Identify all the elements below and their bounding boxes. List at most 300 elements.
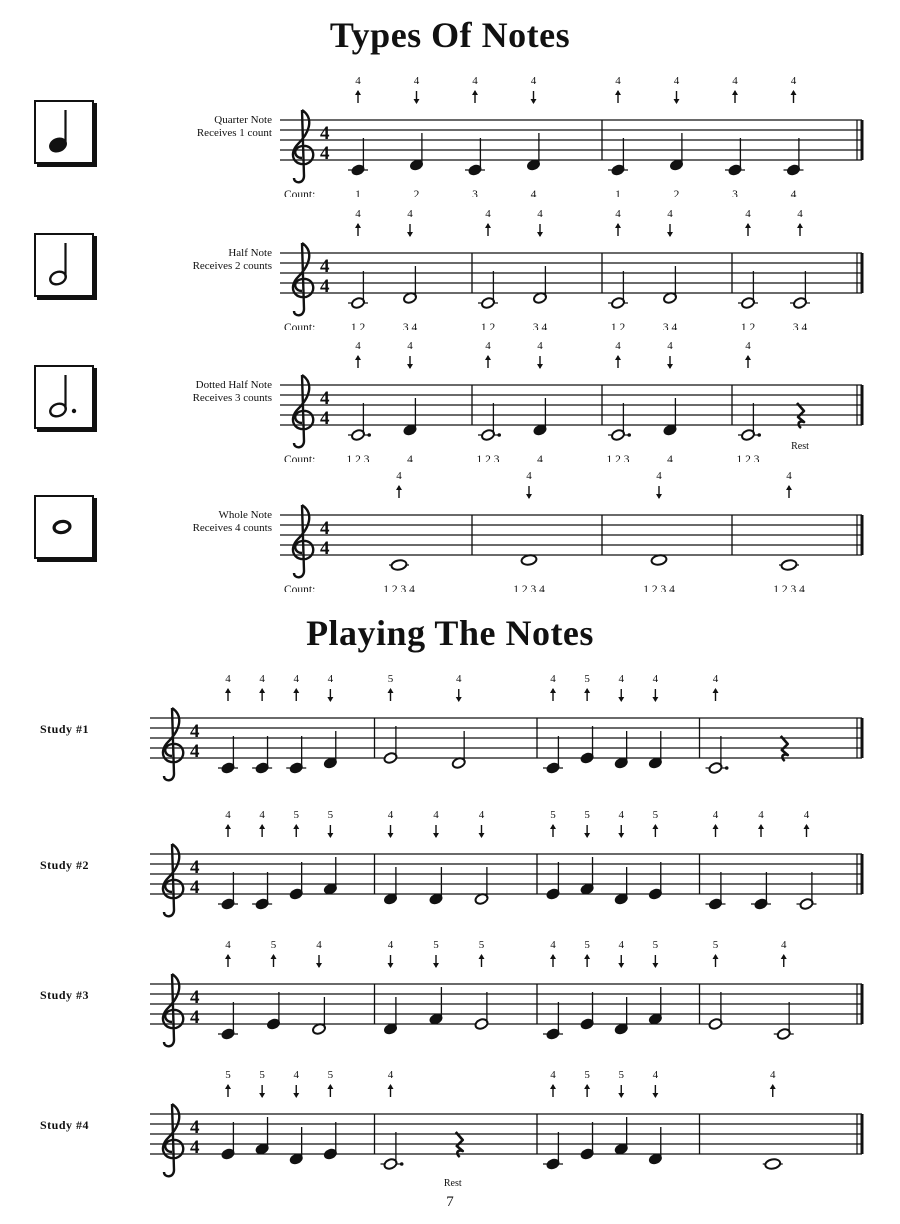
- hole-number: 4: [396, 470, 402, 482]
- hole-number: 5: [584, 939, 590, 951]
- draw-arrow-icon: [327, 689, 333, 702]
- blow-arrow-icon: [804, 824, 810, 837]
- study-system: [0, 1064, 900, 1189]
- note: [289, 862, 304, 900]
- count-label: 3 4: [402, 322, 418, 330]
- treble-clef-shape: [163, 974, 183, 1046]
- hole-number: 4: [770, 1069, 776, 1081]
- hole-number: 4: [407, 208, 413, 220]
- count-label: 3: [732, 189, 738, 197]
- draw-arrow-icon: [652, 689, 658, 702]
- staff: [280, 385, 862, 425]
- note: [614, 731, 629, 769]
- note-type-count: Receives 3 counts: [192, 392, 272, 404]
- draw-arrow-icon: [433, 955, 439, 968]
- blow-arrow-icon: [584, 1084, 590, 1097]
- note: [323, 731, 338, 769]
- time-signature-top: 4: [190, 1117, 200, 1138]
- time-signature-top: 4: [320, 518, 330, 539]
- blow-arrow-icon: [550, 824, 556, 837]
- note: [221, 1122, 236, 1160]
- blow-arrow-icon: [550, 688, 556, 701]
- note: [403, 266, 418, 304]
- count-label: 1 2 3 4: [513, 584, 545, 592]
- count-label: 1 2 3: [736, 454, 760, 462]
- note: [474, 867, 489, 905]
- blow-arrow-icon: [745, 355, 751, 368]
- hole-number: 4: [413, 75, 420, 87]
- draw-arrow-icon: [537, 356, 543, 369]
- notehead: [765, 1158, 781, 1170]
- page-title: Types Of Notes: [329, 15, 571, 55]
- time-signature-bottom: 4: [320, 408, 330, 429]
- count-prefix: Count:: [284, 454, 316, 462]
- note: [663, 266, 678, 304]
- rest-label: Rest: [443, 1178, 462, 1189]
- hole-number: 4: [355, 75, 361, 87]
- count-label: 4: [537, 454, 543, 462]
- blow-arrow-icon: [791, 90, 797, 103]
- blow-arrow-icon: [550, 954, 556, 967]
- note: [648, 1127, 663, 1165]
- hole-number: 4: [537, 340, 543, 352]
- note: [451, 731, 466, 769]
- note: [533, 398, 548, 436]
- hole-number: 4: [615, 75, 621, 87]
- count-label: 4: [530, 189, 537, 197]
- note: [383, 867, 398, 905]
- time-signature-bottom: 4: [320, 538, 330, 559]
- draw-arrow-icon: [388, 825, 394, 838]
- note: [706, 872, 726, 910]
- draw-arrow-icon: [667, 356, 673, 369]
- count-label: 3 4: [792, 322, 808, 330]
- count-prefix: Count:: [284, 584, 316, 592]
- hole-number: 4: [745, 208, 751, 220]
- note: [429, 987, 444, 1025]
- treble-clef-shape: [163, 708, 183, 780]
- blow-arrow-icon: [745, 223, 751, 236]
- hole-number: 4: [712, 809, 719, 821]
- blow-arrow-icon: [396, 485, 402, 498]
- hole-number: 5: [387, 673, 394, 685]
- hole-number: 4: [786, 470, 792, 482]
- note: [779, 559, 799, 571]
- hole-number: 4: [667, 208, 673, 220]
- draw-arrow-icon: [531, 91, 537, 104]
- draw-arrow-icon: [656, 486, 662, 499]
- note: [348, 138, 368, 176]
- study-system: [0, 934, 900, 1059]
- staff: [280, 253, 862, 293]
- blow-arrow-icon: [485, 223, 491, 236]
- blow-arrow-icon: [293, 824, 299, 837]
- draw-arrow-icon: [327, 825, 333, 838]
- study-label: Study #4: [40, 1118, 90, 1132]
- section-title: Playing The Notes: [306, 613, 594, 653]
- hole-number: 4: [673, 75, 680, 87]
- count-label: 3 4: [532, 322, 548, 330]
- note: [252, 736, 272, 774]
- hole-number: 5: [550, 809, 556, 821]
- study-label: Study #2: [40, 858, 90, 872]
- count-label: 1 2 3 4: [383, 584, 415, 592]
- time-signature-bottom: 4: [190, 741, 200, 762]
- note: [533, 266, 548, 304]
- hole-number: 5: [259, 1069, 265, 1081]
- blow-arrow-icon: [786, 485, 792, 498]
- note: [751, 872, 771, 910]
- blow-arrow-icon: [713, 824, 719, 837]
- hole-number: 4: [803, 809, 810, 821]
- hole-number: 4: [433, 809, 439, 821]
- note: [266, 992, 281, 1030]
- notation-system: [0, 205, 900, 330]
- blow-arrow-icon: [797, 223, 803, 236]
- blow-arrow-icon: [758, 824, 764, 837]
- note: [708, 992, 723, 1030]
- draw-arrow-icon: [667, 224, 673, 237]
- hole-number: 5: [584, 1069, 590, 1081]
- hole-number: 5: [584, 673, 590, 685]
- hole-number: 4: [615, 340, 621, 352]
- hole-number: 5: [225, 1069, 231, 1081]
- blow-arrow-icon: [355, 355, 361, 368]
- count-label: 4: [790, 189, 797, 197]
- note-type-name: Dotted Half Note: [195, 379, 272, 391]
- count-label: 3 4: [662, 322, 678, 330]
- hole-number: 4: [618, 673, 624, 685]
- count-prefix: Count:: [284, 189, 316, 197]
- hole-number: 4: [550, 673, 556, 685]
- blow-arrow-icon: [615, 90, 621, 103]
- note: [429, 867, 444, 905]
- hole-number: 4: [472, 75, 478, 87]
- time-signature-bottom: 4: [320, 143, 330, 164]
- note: [614, 867, 629, 905]
- hole-number: 4: [652, 1069, 659, 1081]
- blow-arrow-icon: [225, 1084, 231, 1097]
- blow-arrow-icon: [479, 954, 485, 967]
- note: [608, 403, 631, 441]
- time-signature-top: 4: [190, 721, 200, 742]
- note: [465, 138, 485, 176]
- staff: [280, 515, 862, 555]
- blow-arrow-icon: [615, 223, 621, 236]
- blow-arrow-icon: [781, 954, 787, 967]
- hole-number: 5: [584, 809, 590, 821]
- hole-number: 4: [355, 208, 361, 220]
- time-signature-bottom: 4: [190, 1007, 200, 1028]
- hole-number: 5: [270, 939, 277, 951]
- blow-arrow-icon: [225, 688, 231, 701]
- hole-number: 5: [433, 939, 439, 951]
- notehead: [391, 559, 407, 571]
- blow-arrow-icon: [259, 824, 265, 837]
- time-signature-bottom: 4: [190, 1137, 200, 1158]
- note-dot: [400, 1162, 404, 1166]
- treble-clef-shape: [293, 243, 313, 315]
- time-signature-bottom: 4: [320, 276, 330, 297]
- note: [725, 138, 745, 176]
- time-signature-top: 4: [320, 123, 330, 144]
- hole-number: 4: [355, 340, 361, 352]
- draw-arrow-icon: [618, 825, 624, 838]
- blow-arrow-icon: [327, 1084, 333, 1097]
- blow-arrow-icon: [770, 1084, 776, 1097]
- count-label: 1 2: [610, 322, 626, 330]
- hole-number: 5: [293, 809, 299, 821]
- note-type-name: Whole Note: [218, 509, 272, 521]
- hole-number: 5: [652, 939, 659, 951]
- note: [608, 138, 628, 176]
- count-label: 1 2 3 4: [643, 584, 675, 592]
- draw-arrow-icon: [537, 224, 543, 237]
- note-type-count: Receives 1 count: [196, 127, 272, 139]
- blow-arrow-icon: [615, 355, 621, 368]
- note-dot: [497, 433, 501, 437]
- draw-arrow-icon: [618, 955, 624, 968]
- hole-number: 4: [327, 673, 334, 685]
- hole-number: 4: [225, 809, 231, 821]
- hole-number: 4: [537, 208, 543, 220]
- note: [669, 133, 684, 171]
- blow-arrow-icon: [225, 824, 231, 837]
- note-dot: [757, 433, 761, 437]
- hole-number: 4: [790, 75, 797, 87]
- note: [218, 872, 238, 910]
- blow-arrow-icon: [388, 688, 394, 701]
- hole-number: 4: [387, 939, 394, 951]
- note-type-count: Receives 2 counts: [192, 260, 272, 272]
- treble-clef-shape: [293, 375, 313, 447]
- hole-number: 5: [478, 939, 485, 951]
- count-label: 1 2 3: [606, 454, 630, 462]
- note: [546, 862, 561, 900]
- time-signature-top: 4: [190, 987, 200, 1008]
- note: [218, 736, 238, 774]
- note: [526, 133, 541, 171]
- note-type-name: Quarter Note: [214, 114, 272, 126]
- notehead: [651, 554, 667, 566]
- note: [790, 271, 810, 309]
- note: [474, 992, 489, 1030]
- hole-number: 4: [745, 340, 751, 352]
- draw-arrow-icon: [407, 224, 413, 237]
- draw-arrow-icon: [526, 486, 532, 499]
- blow-arrow-icon: [355, 223, 361, 236]
- hole-number: 4: [667, 340, 673, 352]
- count-label: 3: [472, 189, 478, 197]
- draw-arrow-icon: [407, 356, 413, 369]
- blow-arrow-icon: [584, 954, 590, 967]
- blow-arrow-icon: [259, 688, 265, 701]
- study-label: Study #1: [40, 722, 90, 736]
- note: [323, 1122, 338, 1160]
- note: [389, 559, 409, 571]
- draw-arrow-icon: [618, 1085, 624, 1098]
- note: [614, 997, 629, 1035]
- note: [580, 1122, 595, 1160]
- notehead: [521, 554, 537, 566]
- note: [608, 271, 628, 309]
- hole-number: 4: [615, 208, 621, 220]
- count-label: 1 2 3 4: [773, 584, 805, 592]
- time-signature-top: 4: [190, 857, 200, 878]
- draw-arrow-icon: [293, 1085, 299, 1098]
- note: [580, 726, 595, 764]
- note: [543, 1132, 563, 1170]
- note-dot: [725, 766, 729, 770]
- blow-arrow-icon: [652, 824, 658, 837]
- hole-number: 4: [259, 673, 265, 685]
- blow-arrow-icon: [225, 954, 231, 967]
- hole-number: 4: [407, 340, 413, 352]
- note: [797, 872, 817, 910]
- count-label: 4: [667, 454, 673, 462]
- staff: [150, 854, 862, 894]
- hole-number: 4: [618, 809, 624, 821]
- blow-arrow-icon: [355, 90, 361, 103]
- count-label: 1 2: [350, 322, 366, 330]
- draw-arrow-icon: [652, 955, 658, 968]
- hole-number: 4: [652, 673, 659, 685]
- count-label: 1 2 3: [346, 454, 370, 462]
- hole-number: 4: [225, 939, 231, 951]
- hole-number: 4: [387, 1069, 394, 1081]
- hole-number: 4: [293, 1069, 299, 1081]
- note: [521, 554, 537, 566]
- hole-number: 4: [618, 939, 624, 951]
- hole-number: 4: [485, 208, 491, 220]
- staff: [150, 984, 862, 1024]
- draw-arrow-icon: [584, 825, 590, 838]
- draw-arrow-icon: [388, 955, 394, 968]
- note: [381, 1132, 404, 1170]
- hole-number: 4: [293, 673, 299, 685]
- hole-number: 5: [618, 1069, 624, 1081]
- rest-label: Rest: [791, 441, 809, 452]
- draw-arrow-icon: [316, 955, 322, 968]
- draw-arrow-icon: [433, 825, 439, 838]
- note: [409, 133, 424, 171]
- note: [651, 554, 667, 566]
- blow-arrow-icon: [713, 954, 719, 967]
- note: [543, 1002, 563, 1040]
- note: [706, 736, 729, 774]
- note: [383, 997, 398, 1035]
- blow-arrow-icon: [472, 90, 478, 103]
- hole-number: 4: [387, 809, 394, 821]
- study-system: [0, 804, 900, 929]
- note: [648, 862, 663, 900]
- draw-arrow-icon: [479, 825, 485, 838]
- draw-arrow-icon: [618, 689, 624, 702]
- time-signature-top: 4: [320, 256, 330, 277]
- note: [580, 857, 595, 895]
- hole-number: 5: [652, 809, 659, 821]
- hole-number: 4: [781, 939, 787, 951]
- note: [774, 1002, 794, 1040]
- note: [784, 138, 804, 176]
- treble-clef-shape: [293, 110, 313, 182]
- hole-number: 4: [732, 75, 738, 87]
- notehead: [781, 559, 797, 571]
- hole-number: 4: [259, 809, 265, 821]
- note: [348, 271, 368, 309]
- note-dot: [367, 433, 371, 437]
- draw-arrow-icon: [674, 91, 680, 104]
- draw-arrow-icon: [259, 1085, 265, 1098]
- note: [738, 271, 758, 309]
- count-label: 1 2 3: [476, 454, 500, 462]
- note: [312, 997, 327, 1035]
- hole-number: 4: [316, 939, 322, 951]
- note: [543, 736, 563, 774]
- note: [383, 726, 398, 764]
- hole-number: 4: [550, 939, 556, 951]
- notation-system: [0, 72, 900, 197]
- draw-arrow-icon: [652, 1085, 658, 1098]
- page-number: 7: [446, 1194, 454, 1210]
- note: [478, 403, 501, 441]
- note: [614, 1117, 629, 1155]
- note: [580, 992, 595, 1030]
- blow-arrow-icon: [732, 90, 738, 103]
- hole-number: 4: [550, 1069, 556, 1081]
- hole-number: 4: [526, 470, 532, 482]
- treble-clef-shape: [163, 844, 183, 916]
- hole-number: 5: [327, 809, 334, 821]
- note: [403, 398, 418, 436]
- hole-number: 4: [225, 673, 231, 685]
- notation-system: [0, 467, 900, 592]
- note: [286, 736, 306, 774]
- count-label: 4: [407, 454, 413, 462]
- note: [663, 398, 678, 436]
- hole-number: 5: [712, 939, 719, 951]
- note: [348, 403, 371, 441]
- treble-clef-shape: [293, 505, 313, 577]
- blow-arrow-icon: [485, 355, 491, 368]
- note: [738, 403, 761, 441]
- blow-arrow-icon: [713, 688, 719, 701]
- note-type-name: Half Note: [228, 247, 272, 259]
- hole-number: 4: [456, 673, 462, 685]
- note: [763, 1158, 783, 1170]
- hole-number: 5: [327, 1069, 334, 1081]
- treble-clef-shape: [163, 1104, 183, 1176]
- count-label: 1 2: [480, 322, 496, 330]
- count-label: 1: [615, 189, 621, 197]
- study-system: [0, 668, 900, 793]
- staff: [280, 120, 862, 160]
- note-type-count: Receives 4 counts: [192, 522, 272, 534]
- count-prefix: Count:: [284, 322, 316, 330]
- blow-arrow-icon: [388, 1084, 394, 1097]
- hole-number: 4: [656, 470, 662, 482]
- blow-arrow-icon: [584, 688, 590, 701]
- note: [255, 1117, 270, 1155]
- count-label: 2: [413, 189, 420, 197]
- time-signature-top: 4: [320, 388, 330, 409]
- note: [218, 1002, 238, 1040]
- note: [252, 872, 272, 910]
- count-label: 2: [673, 189, 680, 197]
- note-dot: [627, 433, 631, 437]
- hole-number: 4: [758, 809, 764, 821]
- note: [323, 857, 338, 895]
